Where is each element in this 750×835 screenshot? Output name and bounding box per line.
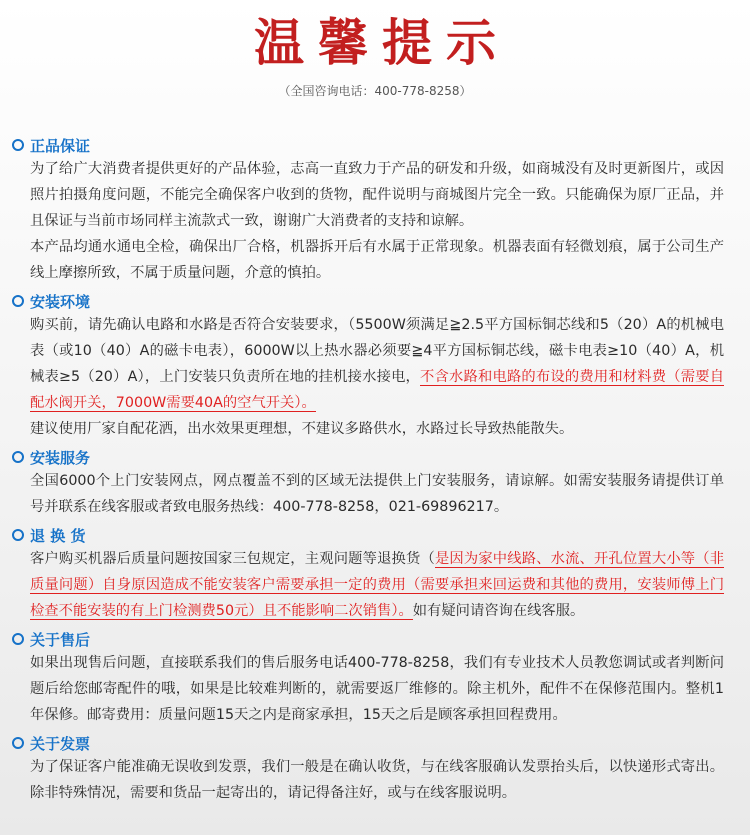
paragraph-text: 客户购买机器后质量问题按国家三包规定，主观问题等退换货（ [30, 551, 435, 567]
section-title: 安装环境 [30, 292, 91, 311]
paragraph: 为了给广大消费者提供更好的产品体验，志高一直致力于产品的研发和升级，如商城没有及时更新图片，或因照片拍摄角度问题，不能完全确保客户收到的货物，配件说明与商城图片完全一致。只能确保为原厂正品，并且保证与当前市场同样主流款式一致，谢谢广大消费者的支持和谅解。 [30, 161, 724, 229]
page-title: 温馨提示 [254, 13, 510, 72]
section-install-environment [12, 290, 724, 442]
circle-bullet-icon [12, 451, 24, 463]
circle-bullet-icon [12, 295, 24, 307]
paragraph-text: 购买前，请先确认电路和水路是否符合安装要求，（5500W须满足≧2.5平方国标铜芯线和5（20）A的机械电表（或10（40）A的磁卡电表），6000W以上热水器必须要≧4平方国标铜芯线，磁卡电表≥10（40）A，机械表≥5（20）A），上门安装只负责所在地的挂机接水接电， [30, 317, 724, 385]
section-install-service [12, 446, 724, 520]
section-heading [12, 524, 724, 546]
circle-bullet-icon [12, 529, 24, 541]
page-header [0, 0, 750, 99]
highlight-note: 是因为家中线路、水流、开孔位置大小等（非质量问题）自身原因造成不能安装客户需要承担一定的费用（需要承担来回运费和其他的费用，安装师傅上门检查不能安装的有上门检测费50元）且不能影响二次销售）。 [30, 551, 725, 619]
circle-bullet-icon [12, 633, 24, 645]
circle-bullet-icon [12, 737, 24, 749]
paragraph [12, 546, 724, 624]
section-title: 安装服务 [30, 448, 91, 467]
section-heading [12, 628, 724, 650]
section-title: 正品保证 [30, 136, 91, 155]
section-invoice [12, 732, 724, 806]
section-after-sales [12, 628, 724, 728]
section-returns [12, 524, 724, 624]
paragraph: 本产品均通水通电全检，确保出厂合格，机器拆开后有水属于正常现象。机器表面有轻微划痕，属于公司生产线上摩擦所致，不属于质量问题，介意的慎拍。 [30, 239, 724, 281]
paragraph: 为了保证客户能准确无误收到发票，我们一般是在确认收货，与在线客服确认发票抬头后，以快递形式寄出。除非特殊情况，需要和货品一起寄出的，请记得备注好，或与在线客服说明。 [30, 759, 724, 801]
section-heading [12, 290, 724, 312]
section-title: 关于发票 [30, 734, 91, 753]
section-heading [12, 732, 724, 754]
paragraph [12, 312, 724, 416]
paragraph: 如果出现售后问题，直接联系我们的售后服务电话400-778-8258，我们有专业技术人员教您调试或者判断问题后给您邮寄配件的哦，如果是比较难判断的，就需要返厂维修的。除主机外，配件不在保修范围内。整机1年保修。邮寄费用：质量问题15天之内是商家承担，15天之后是顾客承担回程费用。 [30, 655, 724, 723]
section-title: 关于售后 [30, 630, 91, 649]
paragraph: 全国6000个上门安装网点，网点覆盖不到的区域无法提供上门安装服务，请谅解。如需安装服务请提供订单号并联系在线客服或者致电服务热线：400-778-8258，021-69896217。 [30, 473, 724, 515]
section-title: 退 换 货 [30, 526, 86, 545]
paragraph: 建议使用厂家自配花洒，出水效果更理想，不建议多路供水，水路过长导致热能散失。 [30, 421, 574, 437]
section-heading [12, 134, 724, 156]
notice-content [12, 134, 724, 806]
circle-bullet-icon [12, 139, 24, 151]
section-genuine [12, 134, 724, 286]
paragraph-text: 如有疑问请咨询在线客服。 [412, 603, 585, 619]
section-heading [12, 446, 724, 468]
hotline-subtitle: （全国咨询电话：400-778-8258） [278, 84, 472, 98]
highlight-note: 不含水路和电路的布设的费用和材料费（需要自配水阀开关，7000W需要40A的空气开关）。 [30, 369, 724, 411]
